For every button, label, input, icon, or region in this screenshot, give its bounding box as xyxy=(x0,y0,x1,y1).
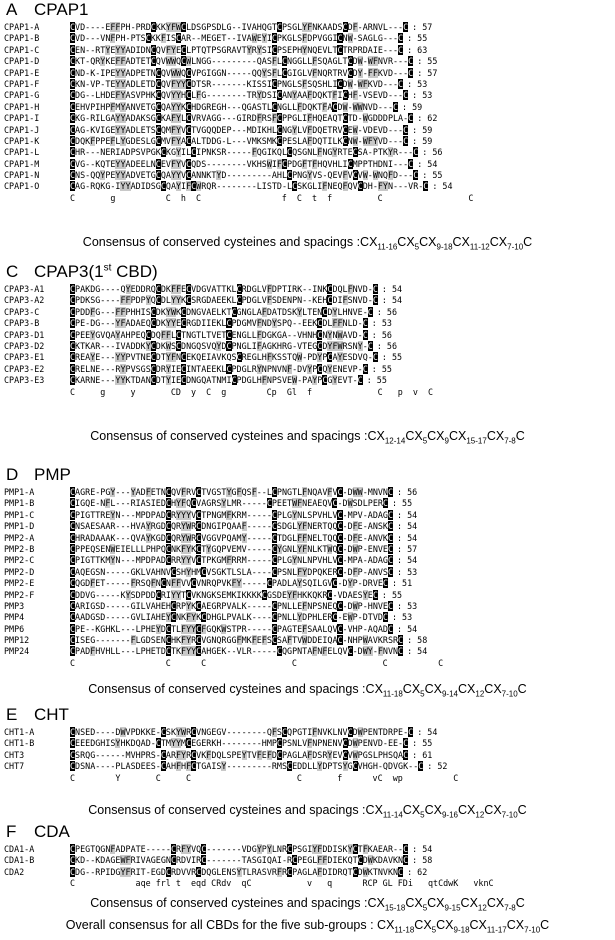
sequence-name: PMP6 xyxy=(4,623,25,634)
sequence: CRELNE---RYPVSGSCDRYIECINTAEEKLCPDGLRYNPNVNF-DVYPCQYENEVP-C xyxy=(70,363,368,374)
sequence: CDQKFPPEFLYGDESLGCMVFYACALTDDG-L---VMKSMKCPESLAFDQTILKCNW-WFYVD---C xyxy=(70,135,409,146)
alignment-rows xyxy=(4,487,443,669)
alignment-row xyxy=(4,33,473,44)
sequence-length: : 55 xyxy=(381,352,403,363)
alignment-row xyxy=(4,567,443,578)
sequence: CPADFHVHLL---LPHETDCTKFYYCAHGEK--VLR-----CQGPNTAFNFELQVC-DWY-FNVNC xyxy=(70,646,404,657)
overall-consensus-formula: $CX_{11-18}CX_5CX_{9-18}CX_{11-17}CX_{7-10}C$ xyxy=(377,918,550,935)
sequence-length: : 53 xyxy=(407,78,428,89)
sequence: CEHVPIHPFMYANVETGCQAYYKCHDGREGH---QGASTLCNGLLFDQKTFACDW-WWNVD---C xyxy=(70,101,399,112)
consensus-marks: C g C h C f C t f C C xyxy=(70,192,474,203)
sequence-name: CPAP3-B xyxy=(4,318,40,329)
alignment-row xyxy=(4,375,433,386)
panel-letter: C xyxy=(6,262,19,281)
sequence-length: : 53 xyxy=(391,612,413,623)
sequence-length: : 54 xyxy=(432,181,453,192)
sequence-name: CPAP1-L xyxy=(4,147,40,158)
panel-title: PMP xyxy=(34,465,71,484)
sequence-name: CPAP1-G xyxy=(4,90,40,101)
sequence: CAGRE-PGY---YADFETNCQVFRVCTVGSTYGFQSF--LCPNGTLFNQAVFVC-DWW-MNVNC xyxy=(70,487,393,497)
alignment-row xyxy=(4,102,473,113)
alignment-row xyxy=(4,68,473,79)
alignment-row xyxy=(4,113,473,124)
consensus-formula: $CX_{11-14}CX_5CX_{9-16}CX_{12}CX_{7-10}C$ xyxy=(365,803,527,820)
sequence-length: : 59 xyxy=(412,135,433,146)
sequence-name: PMP2-A xyxy=(4,532,35,543)
sequence: CREAYE---YYPVTNECDTYFNCEKQEIAVKQSCREGLHFKSSTQW-PDYPCAYESDVQ-C xyxy=(70,352,378,363)
alignment-row xyxy=(4,738,458,749)
sequence: CEEEDGHISYHKDQAD-CTMYYMCEGERKH--------HMPCPSNLVFNPNENVCDWPENVD-EE-C xyxy=(70,738,409,749)
sequence-name: CPAP1-F xyxy=(4,78,40,89)
sequence-name: PMP1-D xyxy=(4,521,35,532)
sequence-length: : 55 xyxy=(417,56,438,67)
sequence: CNSED----DWVPDKKE-CSKYWRCVNGEGV--------QFSCQPGTIFNVKLNVCDWPENTDRPE-C xyxy=(70,727,414,737)
sequence: CPPEQSENWEIELLLPHPQCNKFYKCTYGQPVEMV-----CYGNLYFNLKTWQC-DWP-ENVEC xyxy=(70,543,393,554)
sequence: CAQEGSN-----GKLVAHNVCSHYHMCVSGKTLSLA----CPSNLFYDPQKERC-DFP-ANVSC xyxy=(70,566,393,577)
sequence-length: : 54 xyxy=(407,646,428,657)
sequence: CHRADAAAK---QVAYKGDCQRYWRCVGGVPQAMY-----CTDGLFFNELTQQC-DFE-ANVKC xyxy=(70,532,393,543)
alignment-row xyxy=(4,555,443,566)
overall-consensus xyxy=(0,918,615,935)
sequence: CKG-RILGAYYADAKSGCKAFYLCVRVAGG---GIRDFRSFCPPGLIFHQEAQTCTD-WGDDDPLA-C xyxy=(70,113,414,124)
alignment-row xyxy=(4,341,433,352)
sequence-length: : 54 xyxy=(381,295,403,306)
sequence-name: CPAP1-A xyxy=(4,22,40,32)
consensus-caption-label: Consensus of conserved cysteines and spacings : xyxy=(88,682,366,696)
sequence: CHR---NERIADPSVPGKCKGYILCIPNKSR-----FQGIKQLCQSGNLFNGYRTECSA-PTKYR---C xyxy=(70,147,419,158)
sequence-name: CPAP3-D2 xyxy=(4,340,45,351)
sequence-length: : 54 xyxy=(417,158,438,169)
sequence-name: CPAP1-E xyxy=(4,67,40,78)
alignment-row xyxy=(4,867,494,878)
sequence-length: : 55 xyxy=(371,363,392,374)
alignment-row xyxy=(4,510,443,521)
sequence-length: : 54 xyxy=(397,555,418,566)
alignment-row xyxy=(4,590,443,601)
sequence-name: CPAP3-E1 xyxy=(4,352,45,363)
alignment-row xyxy=(4,612,443,623)
alignment-row xyxy=(4,22,473,33)
alignment-row xyxy=(4,170,473,181)
sequence: CQGDFET-----FRSQFNCNFFVVCVNRQPVKFY-----CPADLAYSQILGVC-DYP-DRVEC xyxy=(70,578,388,589)
alignment-row xyxy=(4,147,473,158)
sequence-name: CPAP3-D1 xyxy=(4,329,45,340)
alignment-row xyxy=(4,181,473,192)
sequence-length: : 56 xyxy=(397,487,418,497)
sequence-length: : 55 xyxy=(407,33,428,44)
consensus-formula: $CX_{11-16}CX_5CX_{9-18}CX_{11-12}CX_{7-10}C$ xyxy=(360,235,533,252)
alignment-row xyxy=(4,125,473,136)
sequence-name: CDA1-A xyxy=(4,844,35,854)
alignment-row xyxy=(4,284,433,295)
sequence-name: CPAP3-A1 xyxy=(4,284,45,294)
consensus-caption xyxy=(0,235,615,252)
sequence-name: PMP2-D xyxy=(4,566,35,577)
sequence: CPIGTTKMYN---MPDPADCRRYYVCTPKGMFRRM-----CPLGYNLNPVHLVC-MPA-ADAGC xyxy=(70,555,393,566)
sequence: CAG-RQKG-IYYADIDSGCQAYIFCWRQR--------LISTD-LCSKGLIFNEQFQVCDH-FYN---VR-C xyxy=(70,181,429,192)
alignment-row xyxy=(4,79,473,90)
sequence: CIGQE-NFL---RIASIEDCHYFQCVAGRSYLMR-----CPEETWFNEAEQVC-DWSDLPERC xyxy=(70,498,388,509)
sequence-length: : 57 xyxy=(412,22,433,32)
sequence-length: : 56 xyxy=(376,340,397,351)
sequence: CNS-QQYPEYYADVETGCQAYYVCANNKTYD---------AHLCPNGYVS-QEVFVCVW-WNQFD---C xyxy=(70,170,419,181)
consensus-caption xyxy=(0,682,615,699)
alignment-row xyxy=(4,330,433,341)
sequence-length: : 58 xyxy=(407,635,428,646)
sequence-length: : 62 xyxy=(407,866,428,877)
sequence-name: CHT3 xyxy=(4,749,25,760)
sequence-name: CPAP1-M xyxy=(4,158,40,169)
sequence-length: : 63 xyxy=(407,44,428,55)
sequence-length: : 56 xyxy=(376,306,397,317)
panel-letter: F xyxy=(6,822,17,841)
alignment-row xyxy=(4,855,494,866)
alignment-row xyxy=(4,364,433,375)
alignment-row xyxy=(4,727,458,738)
sequence-length: : 55 xyxy=(381,589,403,600)
panel-title: CPAP3(1st CBD) xyxy=(34,262,158,281)
panel-letter: E xyxy=(6,705,18,724)
alignment-row xyxy=(4,295,433,306)
sequence-length: : 55 xyxy=(412,738,433,749)
panel-title: CDA xyxy=(34,822,70,841)
sequence: CSRQG------MVHPRS-CARFYRCVKFDQLSPEYTVFEFDCPAGLAFDSRYEVCVWPGSLPHSQAC xyxy=(70,749,409,760)
alignment-row xyxy=(4,601,443,612)
sequence-length: : 54 xyxy=(412,844,433,854)
alignment-row xyxy=(4,635,443,646)
sequence: CNSAESAAR---HVAYRGDCQRYWRCDNGIPQAAF-----CSDGLYFNERTQQC-DFE-ANSKC xyxy=(70,521,393,532)
alignment-rows xyxy=(4,22,473,204)
panel-title: CPAP1 xyxy=(34,0,89,19)
sequence-name: CPAP1-O xyxy=(4,181,40,192)
sequence: CVD----EFFPH-PRDCKKYFWCLDSGPSDLG--IVAHQGTCPSGLYFNKAADSCDF-ARNVL---C xyxy=(70,22,409,32)
sequence-length: : 54 xyxy=(381,284,403,294)
sequence-name: PMP2-B xyxy=(4,543,35,554)
sequence-name: CDA2 xyxy=(4,866,25,877)
alignment-row xyxy=(4,544,443,555)
sequence-name: PMP12 xyxy=(4,635,30,646)
sequence-name: CHT1-B xyxy=(4,738,35,749)
consensus-caption xyxy=(0,896,615,913)
sequence: CPEGTQGNFADPATE-----CRFYVQC-------VDGYPYLNRCPSGIYFDDISKYCTFKAEAR--C xyxy=(70,844,409,854)
consensus-formula: $CX_{11-18}CX_5CX_{9-14}CX_{12}CX_{7-10}C$ xyxy=(365,682,527,699)
alignment-row xyxy=(4,521,443,532)
sequence: CPAKDG----QYEDDRQCDKFFECVDGVATTKLCRDGLVFDPTIRK--INKCDQLFNVD-C xyxy=(70,284,378,294)
sequence-length: : 59 xyxy=(412,124,433,135)
consensus-marks: C g y CD y C g Cp Gl f C p v C xyxy=(70,386,434,397)
sequence: CDG--LHDEFYASVPHKCQVYYHCLFG--------TRYDSICANYAAFDQKTFICHF-VSEVD---C xyxy=(70,90,409,101)
sequence: CKN-VP-TEYYADLETDCQVFYYCDTSR-------KISSICPNGLSFSQSHLICDW-WFKVD---C xyxy=(70,78,404,89)
consensus-formula: $CX_{15-18}CX_5CX_{9-15}CX_{12}CX_{7-8}C$ xyxy=(367,896,525,913)
sequence: CKTKAR---IVADDKYCDKWSCDNGQSVQYDCPNGLIFAGKHRG-VTEGCDYFWRSNY-C xyxy=(70,340,373,351)
alignment-row xyxy=(4,646,443,657)
alignment-rows xyxy=(4,284,433,398)
sequence-length: : 58 xyxy=(412,855,433,866)
sequence: CKARNE---YYKTDANCDTYIECDNGQATNMICPDGLHFNPSVEW-PAYPCGYEVT-C xyxy=(70,375,363,386)
sequence-name: PMP24 xyxy=(4,646,30,657)
sequence-name: CHT7 xyxy=(4,761,25,772)
sequence: CKT-QRYKEFFADTETCQVWWQCWLNGG---------QASFLCNGGLLFSQAGLTCDW-WFNVR---C xyxy=(70,56,414,67)
sequence: CPEEYGVQAYAHPEQCDQFFLCTNGTLTVETCENGLLFDGKGA--VHNHCNYNWAVD-C xyxy=(70,329,368,340)
consensus-caption-label: Consensus of conserved cysteines and spacings : xyxy=(90,429,368,443)
sequence-name: PMP1-B xyxy=(4,498,35,509)
sequence-length: : 55 xyxy=(366,375,387,386)
alignment-row xyxy=(4,318,433,329)
sequence-name: CPAP1-H xyxy=(4,101,40,112)
alignment-row xyxy=(4,578,443,589)
alignment-row xyxy=(4,90,473,101)
sequence: CPIGTTREYN---MPDPADCRYYYVCTPNGMFKRM-----CPLGYNLSPVHLVC-MPV-ADAGC xyxy=(70,509,393,520)
sequence-name: CDA1-B xyxy=(4,855,35,866)
alignment-row xyxy=(4,307,433,318)
consensus-marks: C C C C C C xyxy=(70,657,444,668)
sequence-length: : 59 xyxy=(402,101,423,112)
sequence-length: : 51 xyxy=(391,578,413,589)
alignment-row xyxy=(4,624,443,635)
alignment-row xyxy=(4,45,473,56)
sequence: CARIGSD-----GILVAHEHCRPYKCAEGRPVALK-----CPNLLEFNPSNEQC-DWP-HNVEC xyxy=(70,600,393,611)
sequence-length: : 52 xyxy=(427,761,448,772)
sequence: CEN--RTYEYYADIDNCQVFYECLPTQTPSGRAVTYRYSICPSEPHYNQEVLTCTRPRDAIE---C xyxy=(70,44,404,55)
consensus-caption xyxy=(0,429,615,446)
consensus-caption-label: Consensus of conserved cysteines and spacings : xyxy=(82,235,361,249)
sequence: CDSNA----PLASDEES-CAHFHFCTGAISY---------RMSCEDDLLYDPTSYGCVHGH-QDVGK--C xyxy=(70,761,424,772)
sequence-length: : 56 xyxy=(422,147,443,158)
sequence-length: : 55 xyxy=(391,498,413,509)
overall-consensus-label: Overall consensus for all CBDs for the five sub-groups : xyxy=(65,918,378,932)
sequence-name: CPAP1-K xyxy=(4,135,40,146)
consensus-marks: C Y C C C f vC wp C xyxy=(70,772,459,783)
panel-title: CHT xyxy=(34,705,69,724)
alignment-row xyxy=(4,159,473,170)
alignment-rows xyxy=(4,844,494,889)
sequence: CVD---VNFPH-PTSCKKFISCAR--MEGET--IVAWEYICPKGLSFDPVGGICNW-SAGLG---C xyxy=(70,33,404,44)
alignment-row xyxy=(4,498,443,509)
sequence-name: CPAP1-N xyxy=(4,170,40,181)
sequence-name: CPAP3-E3 xyxy=(4,375,45,386)
sequence-name: PMP2-E xyxy=(4,578,35,589)
alignment-row xyxy=(4,352,433,363)
sequence: CDG--RPIDGYFRIT-EGDCRDVVRCDQGLENSYTLRASVRFRCPAGLAFDIDRQTCDWKTNVKNC xyxy=(70,866,404,877)
sequence-length: : 54 xyxy=(397,532,418,543)
sequence-length: : 54 xyxy=(397,521,418,532)
sequence: CDDVG-----KYSDPDDCRIYYTCVKNGKSEMKIKKKKCGSDEYFHKKQKRC-VDAESYEC xyxy=(70,589,378,600)
sequence-length: : 56 xyxy=(371,329,392,340)
sequence: CAG-KVIGEYYADLETSCQMFYVCTVGQQDEP---MDIKHLCNGYLVFDQETRVCEW-VDEVD---C xyxy=(70,124,409,135)
sequence-name: CPAP1-C xyxy=(4,44,40,55)
sequence-length: : 57 xyxy=(417,67,438,78)
sequence: CPDDFG---FFPHHISCDKYWKCDNGVAELKTCGNGLAFDATDSKYLTENCDYLHNVE-C xyxy=(70,306,373,317)
sequence-length: : 62 xyxy=(417,113,438,124)
alignment-row xyxy=(4,750,458,761)
sequence-length: : 54 xyxy=(397,509,418,520)
sequence: CPDKSG----FFPDPYQCDLYYKCSRGDAEEKLCPDGLVFSDENPN--KEHCDIFSNVD-C xyxy=(70,295,378,306)
alignment-row xyxy=(4,136,473,147)
sequence-name: PMP1-C xyxy=(4,509,35,520)
sequence-name: PMP2-C xyxy=(4,555,35,566)
sequence: CPE-DG---YFADAEQCDKYYECRGDIIEKLCPDGMVFNDYSPQ--EEKCDLFFNLD-C xyxy=(70,318,368,329)
sequence: CKD--KDAGEWFRIVAGEGNCRDVIRC-------TASGIQAI-RCPEGLFFDIEKQTCDWKDAVKNC xyxy=(70,855,409,866)
sequence: CISEG-------FLGDSENCHKFYRCVGNQRGGFMKFEFSCSAFTVWDDEIQAC-NHPWAVKRSRC xyxy=(70,635,404,646)
alignment-rows xyxy=(4,727,458,784)
sequence-name: CHT1-A xyxy=(4,727,35,737)
consensus-formula: $CX_{12-14}CX_5CX_9CX_{15-17}CX_{7-8}C$ xyxy=(367,429,525,446)
sequence-name: CPAP1-I xyxy=(4,113,40,124)
consensus-caption-label: Consensus of conserved cysteines and spacings : xyxy=(88,803,366,817)
alignment-row xyxy=(4,761,458,772)
sequence: CPE--KGHKL---LPHEYDCTLFYYCFGQKWSTPR-----CPAGTEFSAALQVC-VHP-AQADC xyxy=(70,623,393,634)
consensus-caption-label: Consensus of conserved cysteines and spacings : xyxy=(90,896,368,910)
sequence-name: CPAP1-D xyxy=(4,56,40,67)
sequence-length: : 61 xyxy=(412,749,433,760)
sequence: CND-K-IPEYYADPETNCQVWWQCVPGIGGN-----QQYSFLCGIGLVFNQRTRVCDY-FFKVD---C xyxy=(70,67,414,78)
consensus-marks: C aqe frl t eqd CRdv qC v q RCP GL FDi qtCdwK vknC xyxy=(70,878,494,889)
sequence-length: : 53 xyxy=(371,318,392,329)
sequence: CVG--KQTEYYADEELNCEVFYVCQDS--------VKHSWIFCPDGFTFHQVHLICMPPTHDNI---C xyxy=(70,158,414,169)
sequence-name: CPAP3-C xyxy=(4,306,40,317)
consensus-caption xyxy=(0,803,615,820)
sequence-length: : 53 xyxy=(412,90,433,101)
sequence-name: PMP3 xyxy=(4,600,25,611)
sequence-name: CPAP3-E2 xyxy=(4,363,45,374)
sequence-name: CPAP1-B xyxy=(4,33,40,44)
panel-letter: A xyxy=(6,0,18,19)
alignment-row xyxy=(4,56,473,67)
sequence-length: : 53 xyxy=(397,600,418,611)
sequence-name: CPAP1-J xyxy=(4,124,40,135)
sequence-length: : 54 xyxy=(417,727,438,737)
sequence-name: PMP4 xyxy=(4,612,25,623)
sequence-name: CPAP3-A2 xyxy=(4,295,45,306)
sequence-length: : 57 xyxy=(397,543,418,554)
sequence-length: : 55 xyxy=(422,170,443,181)
sequence-name: PMP1-A xyxy=(4,487,35,497)
alignment-row xyxy=(4,487,443,498)
alignment-row xyxy=(4,533,443,544)
sequence: CAADGSD-----GVLIAHEYCNKFYKCDHGLPVALK----CPNLLYDPHLERC-EWP-DTVDC xyxy=(70,612,388,623)
alignment-row xyxy=(4,844,494,855)
sequence-name: PMP2-F xyxy=(4,589,35,600)
sequence-length: : 54 xyxy=(397,623,418,634)
sequence-length: : 53 xyxy=(397,566,418,577)
panel-letter: D xyxy=(6,465,19,484)
